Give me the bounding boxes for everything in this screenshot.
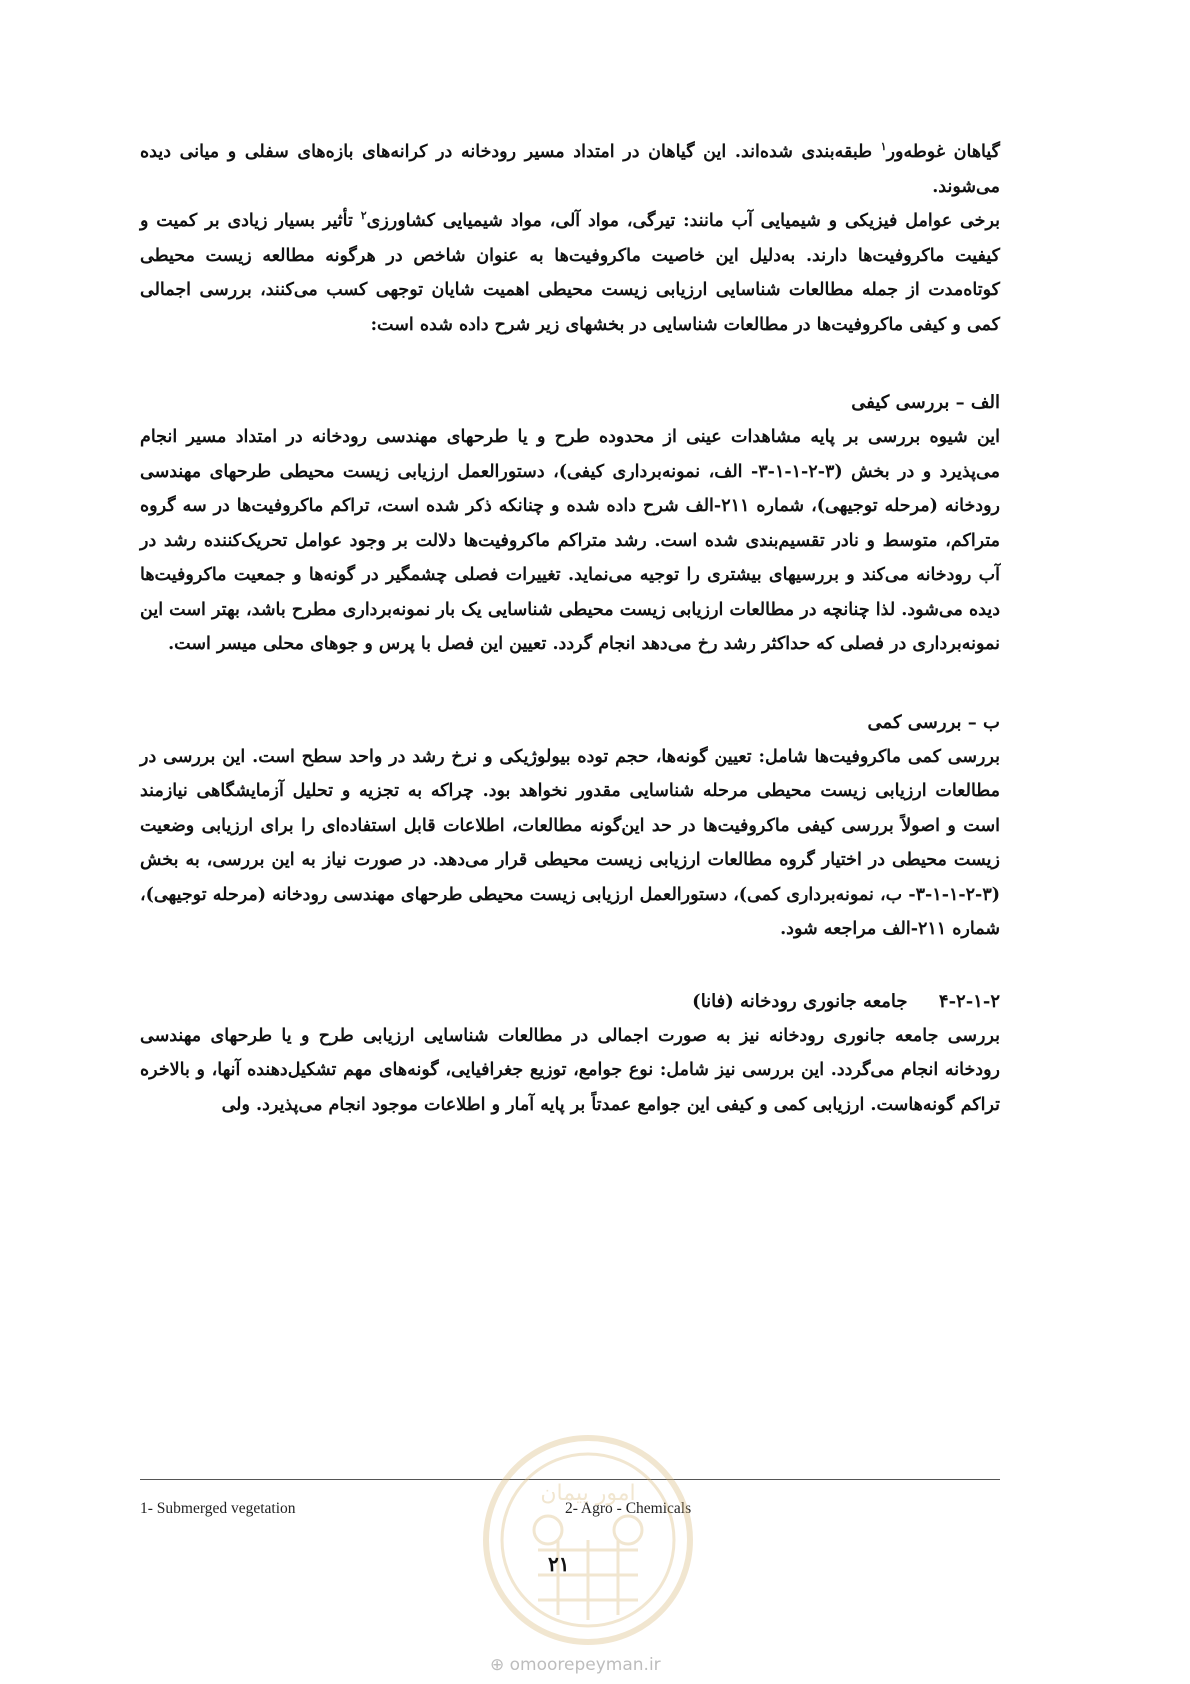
footnote-ref-2: ۲ [360,209,367,223]
intro-paragraph: گیاهان غوطه‌ور$^۱$ طبقه‌بندی شده‌اند. این گیاهان در امتداد مسیر رودخانه در کرانه‌های بازه‌های سفلی و میانی دیده می‌شوند. [140,140,1000,197]
section-c-title: جامعه جانوری رودخانه (فانا) [692,990,908,1012]
watermark-site: ⊕ omoorepeyman.ir [490,1655,661,1675]
footnote-2: 2- Agro - Chemicals [565,1500,692,1517]
seal-text: امور پیمان [540,1481,636,1506]
section-a-body: این شیوه بررسی بر پایه مشاهدات عینی از محدوده طرح و یا طرحهای مهندسی رودخانه در امتداد مسیر انجام می‌پذیرد و در بخش (۳-۲-۱-۱-۳- الف، نمونه‌برداری کیفی)، دستورالعمل ارزیابی زیست محیطی طرحهای مهندسی رودخانه (مرحله توجیهی)، شماره ۲۱۱-الف شرح داده شده و چنانکه ذکر شده است، تراکم ماکروفیت‌ها در سه گروه متراکم، متوسط و نادر تقسیم‌بندی شده است. رشد متراکم ماکروفیت‌ها دلالت بر وجود عوامل تحریک‌کننده رشد در آب رودخانه می‌کند و بررسیهای بیشتری را توجیه می‌نماید. تغییرات فصلی چشمگیر در گونه‌ها و جمعیت ماکروفیت‌ها دیده می‌شود. لذا چنانچه در مطالعات ارزیابی زیست محیطی شناسایی یک بار نمونه‌برداری مطرح باشد، بهتر است این نمونه‌برداری در فصلی که حداکثر رشد رخ می‌دهد انجام گردد. تعیین این فصل با پرس و جوهای محلی میسر است. [140,427,1000,654]
section-a-heading: الف – بررسی کیفی [851,392,1000,413]
page-number: ۲۱ [548,1552,570,1576]
section-c-number: ۴-۲-۱-۲ [938,990,1000,1012]
section-b-body: بررسی کمی ماکروفیت‌ها شامل: تعیین گونه‌ها، حجم توده بیولوژیکی و نرخ رشد در واحد سطح است. این بررسی در مطالعات ارزیابی زیست محیطی مرحله شناسایی مقدور نخواهد بود. چراکه به تجزیه و تحلیل آزمایشگاهی نیازمند است و اصولاً بررسی کیفی ماکروفیت‌ها در حد این‌گونه مطالعات، اطلاعات قابل استفاده‌ای را برای ارزیابی وضعیت زیست محیطی در اختیار گروه مطالعات ارزیابی زیست محیطی قرار می‌دهد. در صورت نیاز به این بررسی، به بخش (۳-۲-۱-۱-۳- ب، نمونه‌برداری کمی)، دستورالعمل ارزیابی زیست محیطی طرحهای مهندسی رودخانه (مرحله توجیهی)، شماره ۲۱۱-الف مراجعه شود. [140,746,1000,939]
intro-paragraph-2: برخی عوامل فیزیکی و شیمیایی آب مانند: تیرگی، مواد آلی، مواد شیمیایی کشاورزی$^۲$ تأثیر بسیار زیادی بر کمیت و کیفیت ماکروفیت‌ها دارند. به‌دلیل این خاصیت ماکروفیت‌ها به عنوان شاخص در هرگونه مطالعه زیست محیطی کوتاه‌مدت از جمله مطالعات شناسایی ارزیابی زیست محیطی اهمیت شایان توجهی کسب می‌کنند، بررسی اجمالی کمی و کیفی ماکروفیت‌ها در مطالعات شناسایی در بخشهای زیر شرح داده شده است: [140,209,1000,335]
footnote-ref-1: ۱ [880,140,887,154]
seal-emblem-icon [478,1430,698,1650]
section-c-heading [140,985,1000,1019]
page-content [140,135,1000,1122]
section-b-heading: ب – بررسی کمی [867,711,1000,733]
footnote-1: 1- Submerged vegetation [140,1500,296,1517]
site-icon: ⊕ [490,1655,505,1675]
section-c-body: بررسی جامعه جانوری رودخانه نیز به صورت اجمالی در مطالعات شناسایی ارزیابی طرح و یا طرحهای مهندسی رودخانه انجام می‌گردد. این بررسی نیز شامل: نوع جوامع، توزیع جغرافیایی، گونه‌های مهم تشکیل‌دهنده آنها، و بالاخره تراکم گونه‌هاست. ارزیابی کمی و کیفی این جوامع عمدتاً بر پایه آمار و اطلاعات موجود انجام می‌پذیرد. ولی [140,1025,1000,1115]
